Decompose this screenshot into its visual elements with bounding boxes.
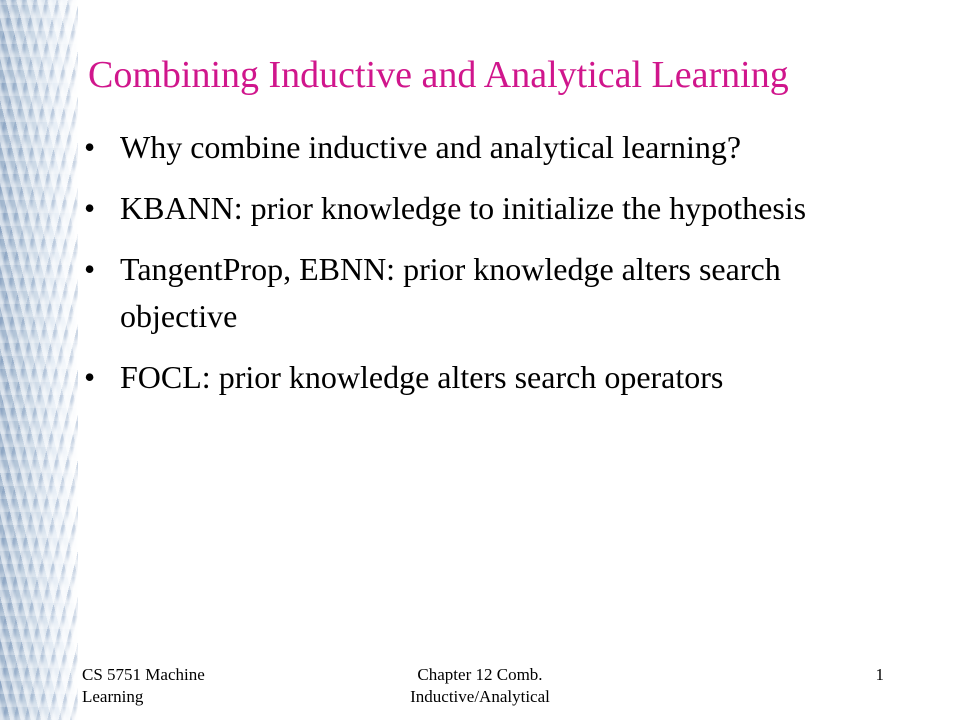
bullet-list — [84, 124, 904, 415]
bullet-text: FOCL: prior knowledge alters search operators — [120, 359, 724, 395]
bullet-marker: • — [84, 251, 96, 287]
decorative-background-strip — [0, 0, 78, 720]
slide-title: Combining Inductive and Analytical Learning — [88, 54, 789, 96]
bullet-item — [84, 124, 904, 171]
bullet-marker: • — [84, 359, 96, 395]
bullet-item — [84, 185, 904, 232]
bullet-item — [84, 354, 904, 401]
bullet-marker: • — [84, 190, 96, 226]
bullet-text: KBANN: prior knowledge to initialize the hypothesis — [120, 190, 807, 226]
bullet-text: TangentProp, EBNN: prior knowledge alters search objective — [120, 251, 781, 334]
bullet-item — [84, 246, 904, 340]
footer-chapter-title: Chapter 12 Comb. Inductive/Analytical — [410, 665, 550, 706]
footer-course-name: CS 5751 Machine Learning — [82, 665, 205, 706]
footer-page-number: 1 — [875, 665, 884, 684]
bullet-marker: • — [84, 129, 96, 165]
bullet-text: Why combine inductive and analytical learning? — [120, 129, 742, 165]
